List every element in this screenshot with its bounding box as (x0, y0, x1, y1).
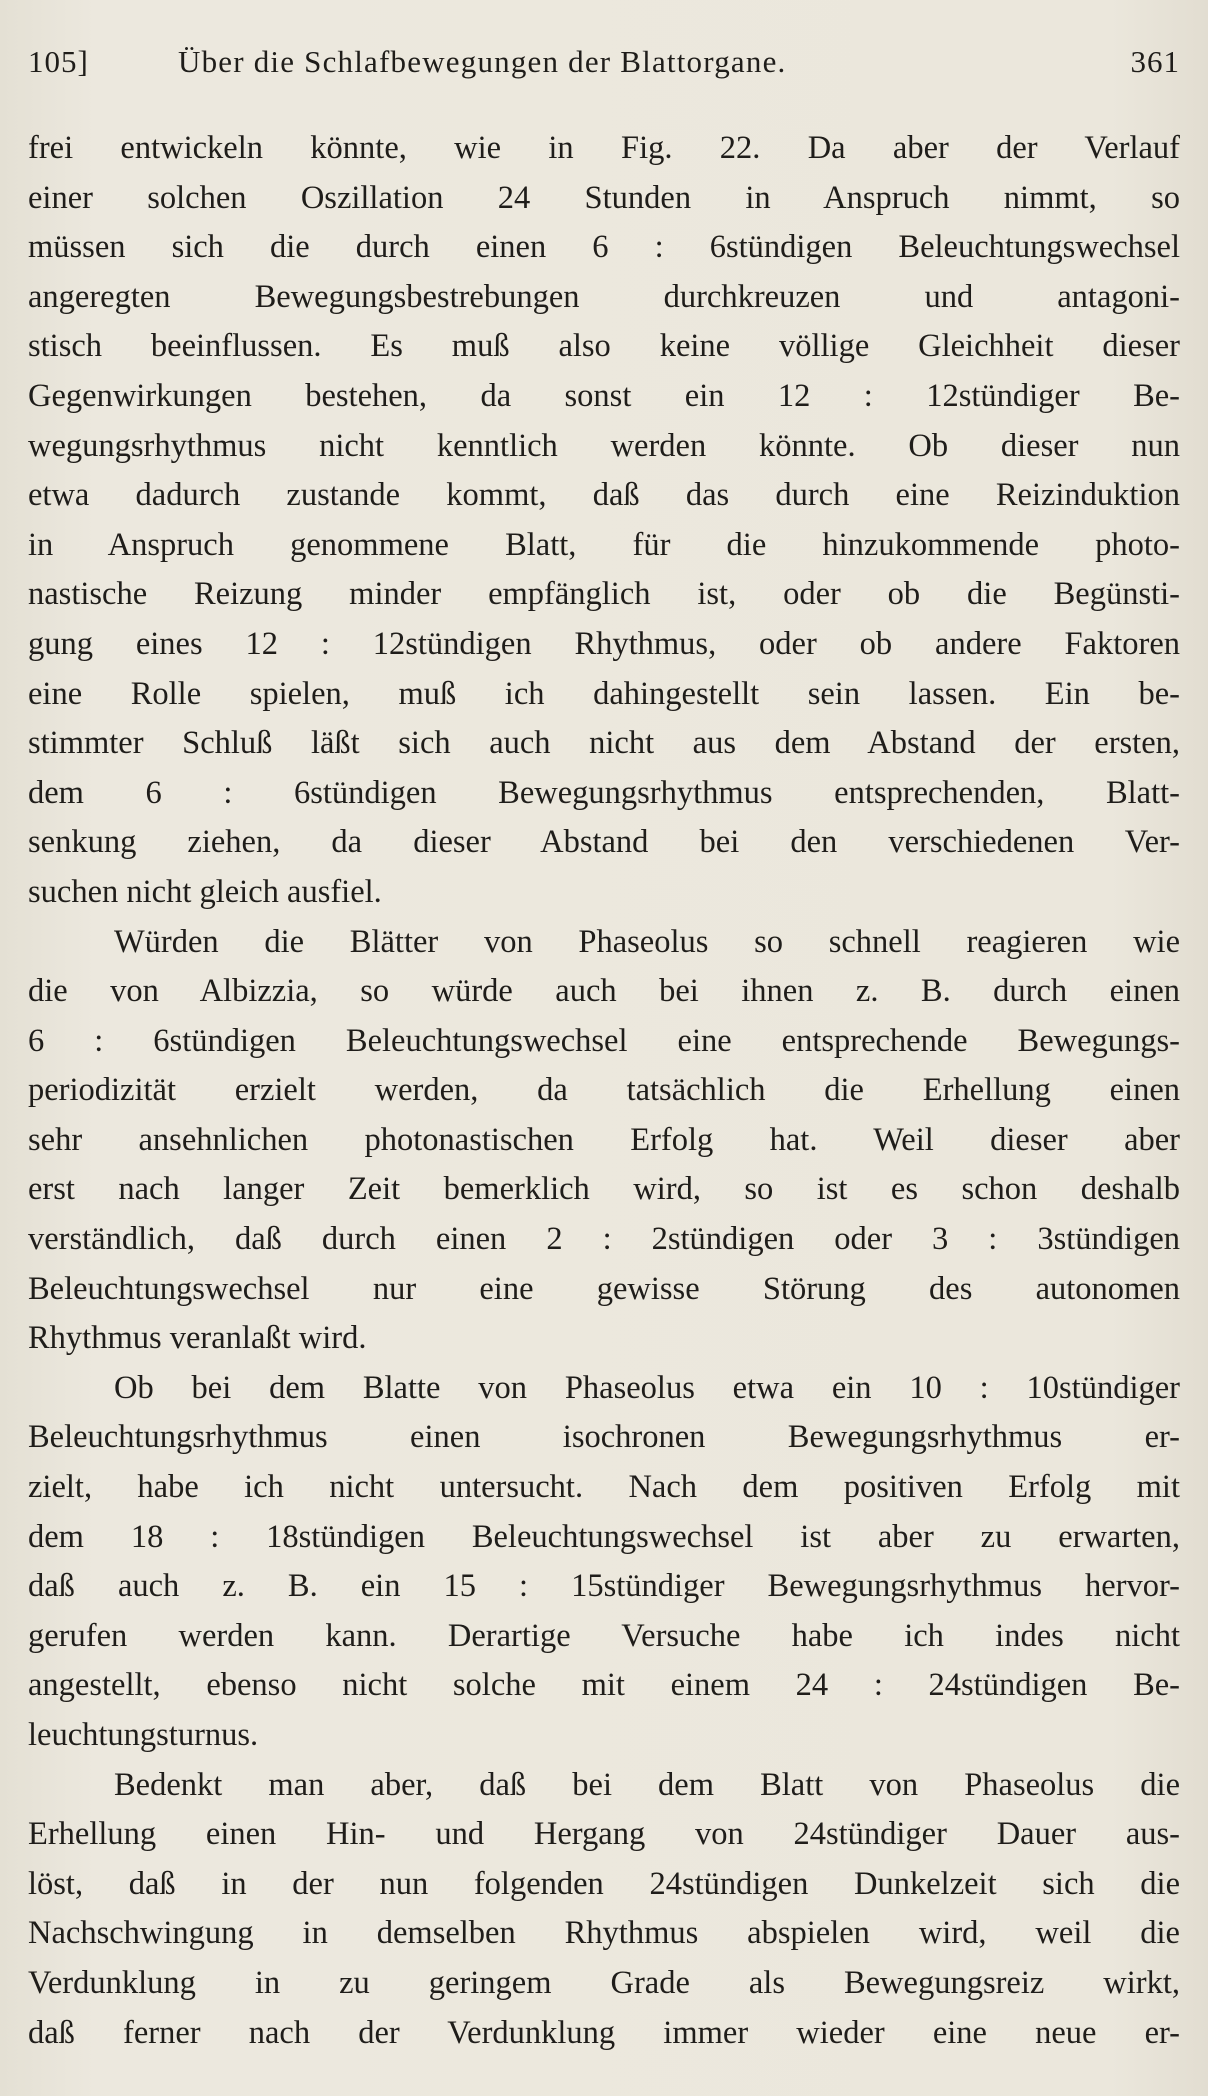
paragraph-2 (28, 918, 1180, 1364)
text-line: wegungsrhythmus nicht kenntlich werden könnte. Ob dieser nun (28, 427, 1180, 464)
text-line: einer solchen Oszillation 24 Stunden in Anspruch nimmt, so (28, 179, 1180, 216)
text-line: zielt, habe ich nicht untersucht. Nach dem positiven Erfolg mit (28, 1469, 1180, 1506)
text-line: periodizität erzielt werden, da tatsächlich die Erhellung einen (28, 1072, 1180, 1109)
text-line: müssen sich die durch einen 6 : 6stündigen Beleuchtungswechsel (28, 229, 1180, 266)
text-line: gung eines 12 : 12stündigen Rhythmus, oder ob andere Faktoren (28, 625, 1180, 662)
text-line: verständlich, daß durch einen 2 : 2stündigen oder 3 : 3stündigen (28, 1221, 1180, 1258)
text-line: dem 6 : 6stündigen Bewegungsrhythmus entsprechenden, Blatt- (28, 774, 1180, 811)
text-line: gerufen werden kann. Derartige Versuche habe ich indes nicht (28, 1617, 1180, 1654)
text-line: suchen nicht gleich ausfiel. (28, 873, 382, 910)
text-line: leuchtungsturnus. (28, 1717, 259, 1753)
header-title: Über die Schlafbewegungen der Blattorgane. (178, 44, 787, 79)
text-line: dem 18 : 18stündigen Beleuchtungswechsel ist aber zu erwarten, (28, 1518, 1180, 1555)
text-line: in Anspruch genommene Blatt, für die hinzukommende photo- (28, 526, 1180, 563)
header-section-number: 105] (28, 44, 89, 79)
text-line: Verdunklung in zu geringem Grade als Bewegungsreiz wirkt, (28, 1964, 1180, 2001)
text-line: angeregten Bewegungsbestrebungen durchkreuzen und antagoni- (28, 278, 1180, 315)
text-line: löst, daß in der nun folgenden 24stündigen Dunkelzeit sich die (28, 1865, 1180, 1902)
text-line: stisch beeinflussen. Es muß also keine völlige Gleichheit dieser (28, 328, 1180, 365)
text-line: etwa dadurch zustande kommt, daß das durch eine Reizinduktion (28, 477, 1180, 514)
text-line: angestellt, ebenso nicht solche mit einem 24 : 24stündigen Be- (28, 1667, 1180, 1704)
text-line: Ob bei dem Blatte von Phaseolus etwa ein 10 : 10stündiger (114, 1369, 1180, 1406)
text-line: senkung ziehen, da dieser Abstand bei den verschiedenen Ver- (28, 824, 1180, 861)
running-header (28, 44, 1180, 94)
paragraph-3 (28, 1364, 1180, 1761)
text-line: 6 : 6stündigen Beleuchtungswechsel eine entsprechende Bewegungs- (28, 1022, 1180, 1059)
text-line: sehr ansehnlichen photonastischen Erfolg hat. Weil dieser aber (28, 1121, 1180, 1158)
text-line: Nachschwingung in demselben Rhythmus abspielen wird, weil die (28, 1915, 1180, 1952)
text-line: stimmter Schluß läßt sich auch nicht aus dem Abstand der ersten, (28, 725, 1180, 762)
page-number: 361 (1130, 44, 1180, 79)
text-line: Erhellung einen Hin- und Hergang von 24stündiger Dauer aus- (28, 1816, 1180, 1853)
text-line: frei entwickeln könnte, wie in Fig. 22. Da aber der Verlauf (28, 130, 1180, 166)
paragraph-4 (28, 1761, 1180, 2059)
text-line: Würden die Blätter von Phaseolus so schnell reagieren wie (114, 923, 1180, 960)
text-line: Beleuchtungsrhythmus einen isochronen Bewegungsrhythmus er- (28, 1419, 1180, 1456)
text-line: nastische Reizung minder empfänglich ist, oder ob die Begünsti- (28, 576, 1180, 613)
body-text (28, 124, 1180, 2058)
text-line: Beleuchtungswechsel nur eine gewisse Störung des autonomen (28, 1270, 1180, 1307)
text-line: eine Rolle spielen, muß ich dahingestellt sein lassen. Ein be- (28, 675, 1180, 712)
text-line: Rhythmus veranlaßt wird. (28, 1320, 367, 1357)
text-line: Bedenkt man aber, daß bei dem Blatt von Phaseolus die (114, 1766, 1180, 1803)
text-line: die von Albizzia, so würde auch bei ihnen z. B. durch einen (28, 973, 1180, 1010)
text-line: Gegenwirkungen bestehen, da sonst ein 12 : 12stündiger Be- (28, 377, 1180, 414)
text-line: daß ferner nach der Verdunklung immer wieder eine neue er- (28, 2014, 1180, 2051)
paragraph-1 (28, 124, 1180, 918)
text-line: daß auch z. B. ein 15 : 15stündiger Bewegungsrhythmus hervor- (28, 1568, 1180, 1605)
text-line: erst nach langer Zeit bemerklich wird, so ist es schon deshalb (28, 1171, 1180, 1208)
